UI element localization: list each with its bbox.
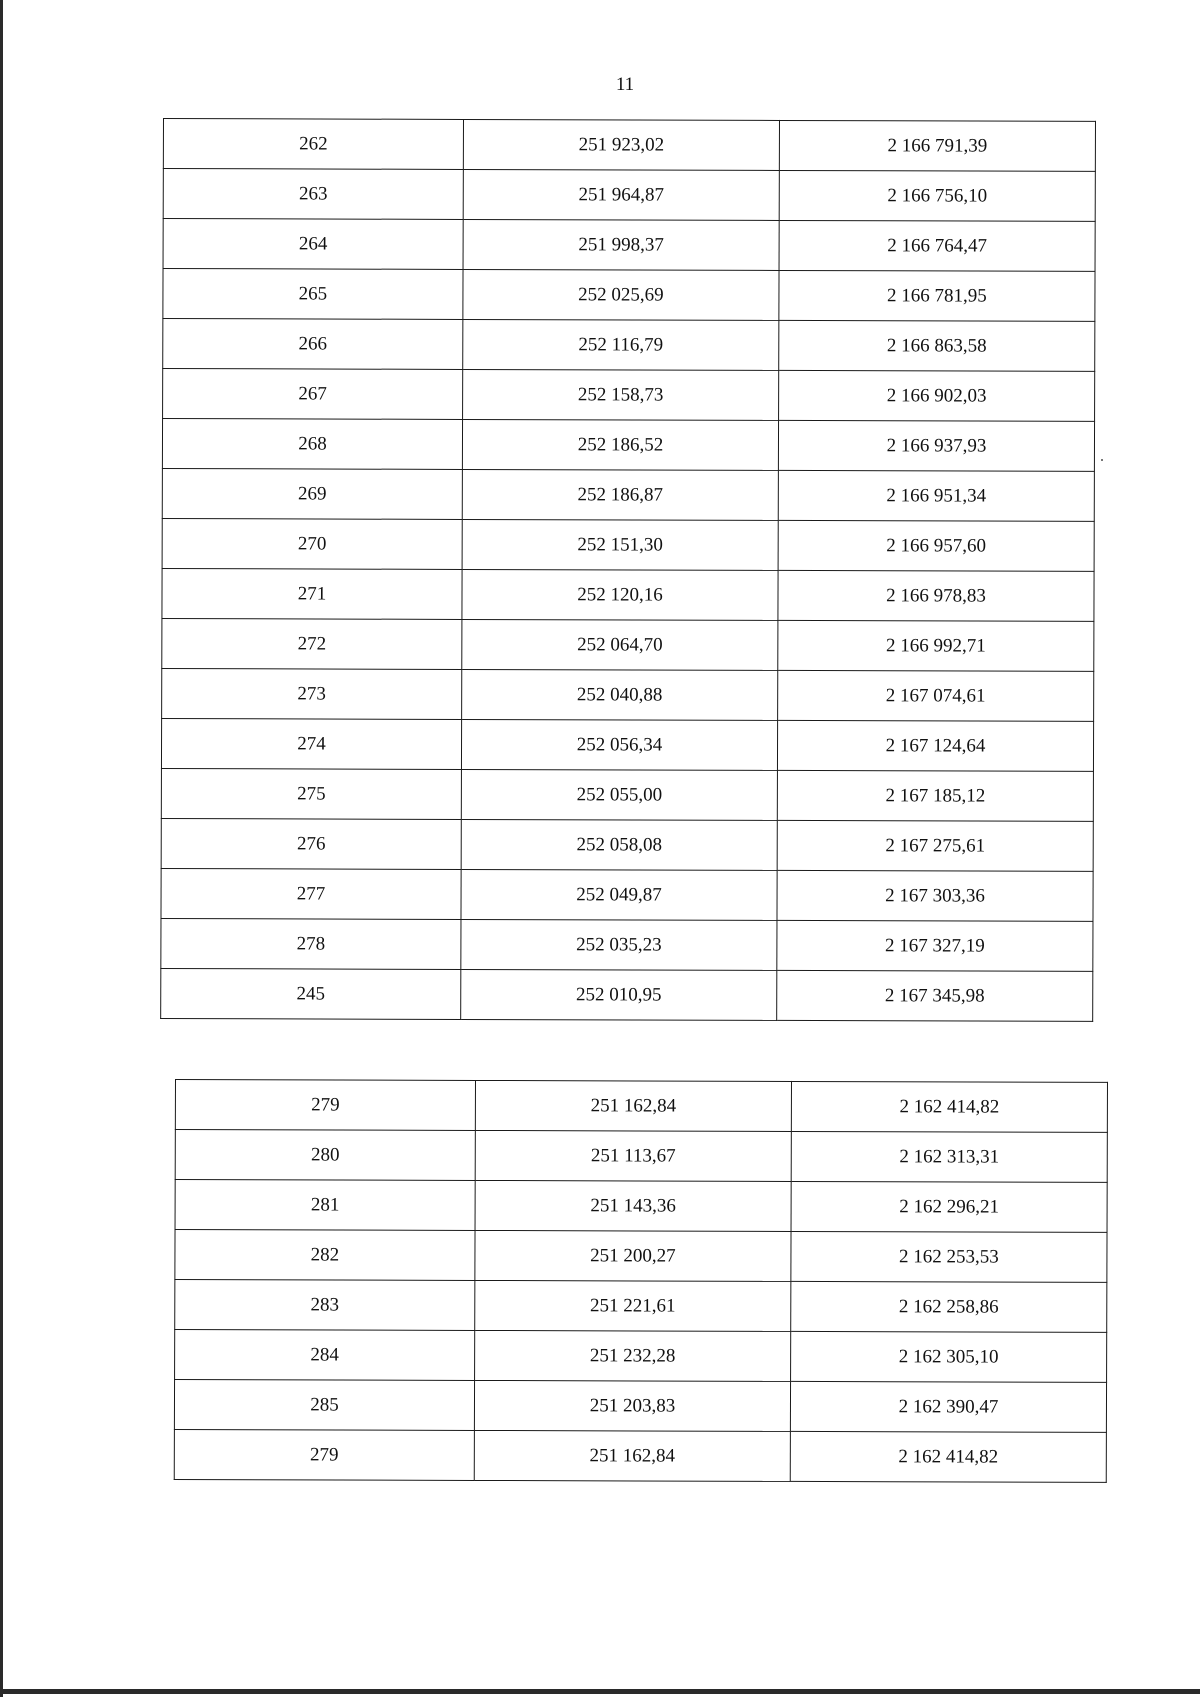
y-coordinate-cell: 2 166 791,39	[779, 120, 1095, 171]
x-coordinate-cell: 251 200,27	[475, 1230, 791, 1281]
table-row	[162, 618, 1094, 671]
point-number-cell: 265	[163, 269, 463, 320]
table-row	[163, 319, 1095, 372]
table-row	[161, 968, 1093, 1021]
x-coordinate-cell: 251 998,37	[463, 219, 779, 270]
point-number-cell: 276	[161, 818, 461, 869]
x-coordinate-cell: 252 049,87	[461, 869, 777, 920]
point-number-cell: 274	[161, 718, 461, 769]
coordinates-table-2	[174, 1079, 1108, 1483]
point-number-cell: 282	[175, 1230, 475, 1281]
point-number-cell: 278	[161, 918, 461, 969]
x-coordinate-cell: 251 143,36	[475, 1180, 791, 1231]
y-coordinate-cell: 2 162 390,47	[790, 1381, 1106, 1432]
point-number-cell: 272	[162, 618, 462, 669]
x-coordinate-cell: 252 035,23	[461, 919, 777, 970]
table-row	[161, 768, 1093, 821]
point-number-cell: 285	[174, 1380, 474, 1431]
point-number-cell: 268	[162, 419, 462, 470]
x-coordinate-cell: 252 025,69	[463, 269, 779, 320]
coordinates-table-1	[160, 118, 1096, 1022]
table-row	[162, 668, 1094, 721]
x-coordinate-cell: 252 116,79	[463, 319, 779, 370]
y-coordinate-cell: 2 162 305,10	[791, 1331, 1107, 1382]
point-number-cell: 281	[175, 1180, 475, 1231]
table-row	[175, 1230, 1107, 1283]
x-coordinate-cell: 251 232,28	[475, 1330, 791, 1381]
point-number-cell: 266	[163, 319, 463, 370]
point-number-cell: 275	[161, 768, 461, 819]
y-coordinate-cell: 2 167 345,98	[777, 970, 1093, 1021]
table-row	[163, 119, 1095, 172]
x-coordinate-cell: 252 064,70	[462, 619, 778, 670]
y-coordinate-cell: 2 166 756,10	[779, 170, 1095, 221]
table-row	[161, 718, 1093, 771]
table-row	[161, 818, 1093, 871]
x-coordinate-cell: 252 120,16	[462, 569, 778, 620]
y-coordinate-cell: 2 167 185,12	[777, 770, 1093, 821]
x-coordinate-cell: 252 186,52	[462, 419, 778, 470]
point-number-cell: 279	[174, 1429, 474, 1480]
x-coordinate-cell: 252 151,30	[462, 519, 778, 570]
table-row	[163, 169, 1095, 222]
x-coordinate-cell: 251 964,87	[463, 169, 779, 220]
point-number-cell: 283	[175, 1280, 475, 1331]
y-coordinate-cell: 2 167 327,19	[777, 920, 1093, 971]
table-row	[162, 468, 1094, 521]
x-coordinate-cell: 252 056,34	[461, 719, 777, 770]
table-row	[163, 369, 1095, 422]
table-row	[161, 868, 1093, 921]
x-coordinate-cell: 251 923,02	[463, 119, 779, 170]
y-coordinate-cell: 2 166 937,93	[778, 420, 1094, 471]
x-coordinate-cell: 252 040,88	[462, 669, 778, 720]
y-coordinate-cell: 2 167 074,61	[778, 670, 1094, 721]
y-coordinate-cell: 2 166 992,71	[778, 620, 1094, 671]
y-coordinate-cell: 2 166 902,03	[779, 370, 1095, 421]
x-coordinate-cell: 251 203,83	[474, 1380, 790, 1431]
y-coordinate-cell: 2 162 414,82	[790, 1431, 1106, 1482]
x-coordinate-cell: 252 055,00	[461, 769, 777, 820]
x-coordinate-cell: 251 221,61	[475, 1280, 791, 1331]
y-coordinate-cell: 2 166 863,58	[779, 320, 1095, 371]
point-number-cell: 270	[162, 518, 462, 569]
table-row	[174, 1380, 1106, 1433]
point-number-cell: 267	[163, 369, 463, 420]
scan-edge-bottom	[0, 1689, 1200, 1694]
coordinates-table-body	[174, 1080, 1107, 1483]
table-row	[163, 269, 1095, 322]
x-coordinate-cell: 252 010,95	[461, 969, 777, 1020]
point-number-cell: 273	[162, 668, 462, 719]
y-coordinate-cell: 2 166 764,47	[779, 220, 1095, 271]
point-number-cell: 264	[163, 219, 463, 270]
scan-speck	[1101, 459, 1103, 461]
y-coordinate-cell: 2 167 303,36	[777, 870, 1093, 921]
y-coordinate-cell: 2 166 957,60	[778, 520, 1094, 571]
y-coordinate-cell: 2 167 124,64	[777, 720, 1093, 771]
y-coordinate-cell: 2 166 781,95	[779, 270, 1095, 321]
table-row	[161, 918, 1093, 971]
point-number-cell: 263	[163, 169, 463, 220]
coordinates-table-body	[161, 119, 1096, 1022]
x-coordinate-cell: 252 186,87	[462, 469, 778, 520]
table-row	[175, 1080, 1107, 1133]
x-coordinate-cell: 252 158,73	[463, 369, 779, 420]
y-coordinate-cell: 2 167 275,61	[777, 820, 1093, 871]
point-number-cell: 269	[162, 468, 462, 519]
y-coordinate-cell: 2 162 313,31	[791, 1131, 1107, 1182]
point-number-cell: 262	[163, 119, 463, 170]
y-coordinate-cell: 2 162 414,82	[791, 1081, 1107, 1132]
table-row	[175, 1330, 1107, 1383]
x-coordinate-cell: 252 058,08	[461, 819, 777, 870]
point-number-cell: 277	[161, 868, 461, 919]
table-row	[162, 518, 1094, 571]
x-coordinate-cell: 251 113,67	[475, 1130, 791, 1181]
y-coordinate-cell: 2 162 258,86	[791, 1281, 1107, 1332]
point-number-cell: 280	[175, 1130, 475, 1181]
point-number-cell: 271	[162, 568, 462, 619]
point-number-cell: 279	[175, 1080, 475, 1131]
table-row	[163, 219, 1095, 272]
y-coordinate-cell: 2 162 253,53	[791, 1231, 1107, 1282]
table-row	[162, 568, 1094, 621]
point-number-cell: 284	[175, 1330, 475, 1381]
page-number: 11	[615, 74, 635, 95]
y-coordinate-cell: 2 162 296,21	[791, 1181, 1107, 1232]
x-coordinate-cell: 251 162,84	[474, 1430, 790, 1481]
table-row	[175, 1280, 1107, 1333]
table-row	[162, 419, 1094, 472]
table-row	[175, 1130, 1107, 1183]
table-row	[175, 1180, 1107, 1233]
scan-edge-left	[0, 0, 3, 1697]
point-number-cell: 245	[161, 968, 461, 1019]
y-coordinate-cell: 2 166 978,83	[778, 570, 1094, 621]
table-row	[174, 1429, 1106, 1482]
y-coordinate-cell: 2 166 951,34	[778, 470, 1094, 521]
x-coordinate-cell: 251 162,84	[475, 1080, 791, 1131]
